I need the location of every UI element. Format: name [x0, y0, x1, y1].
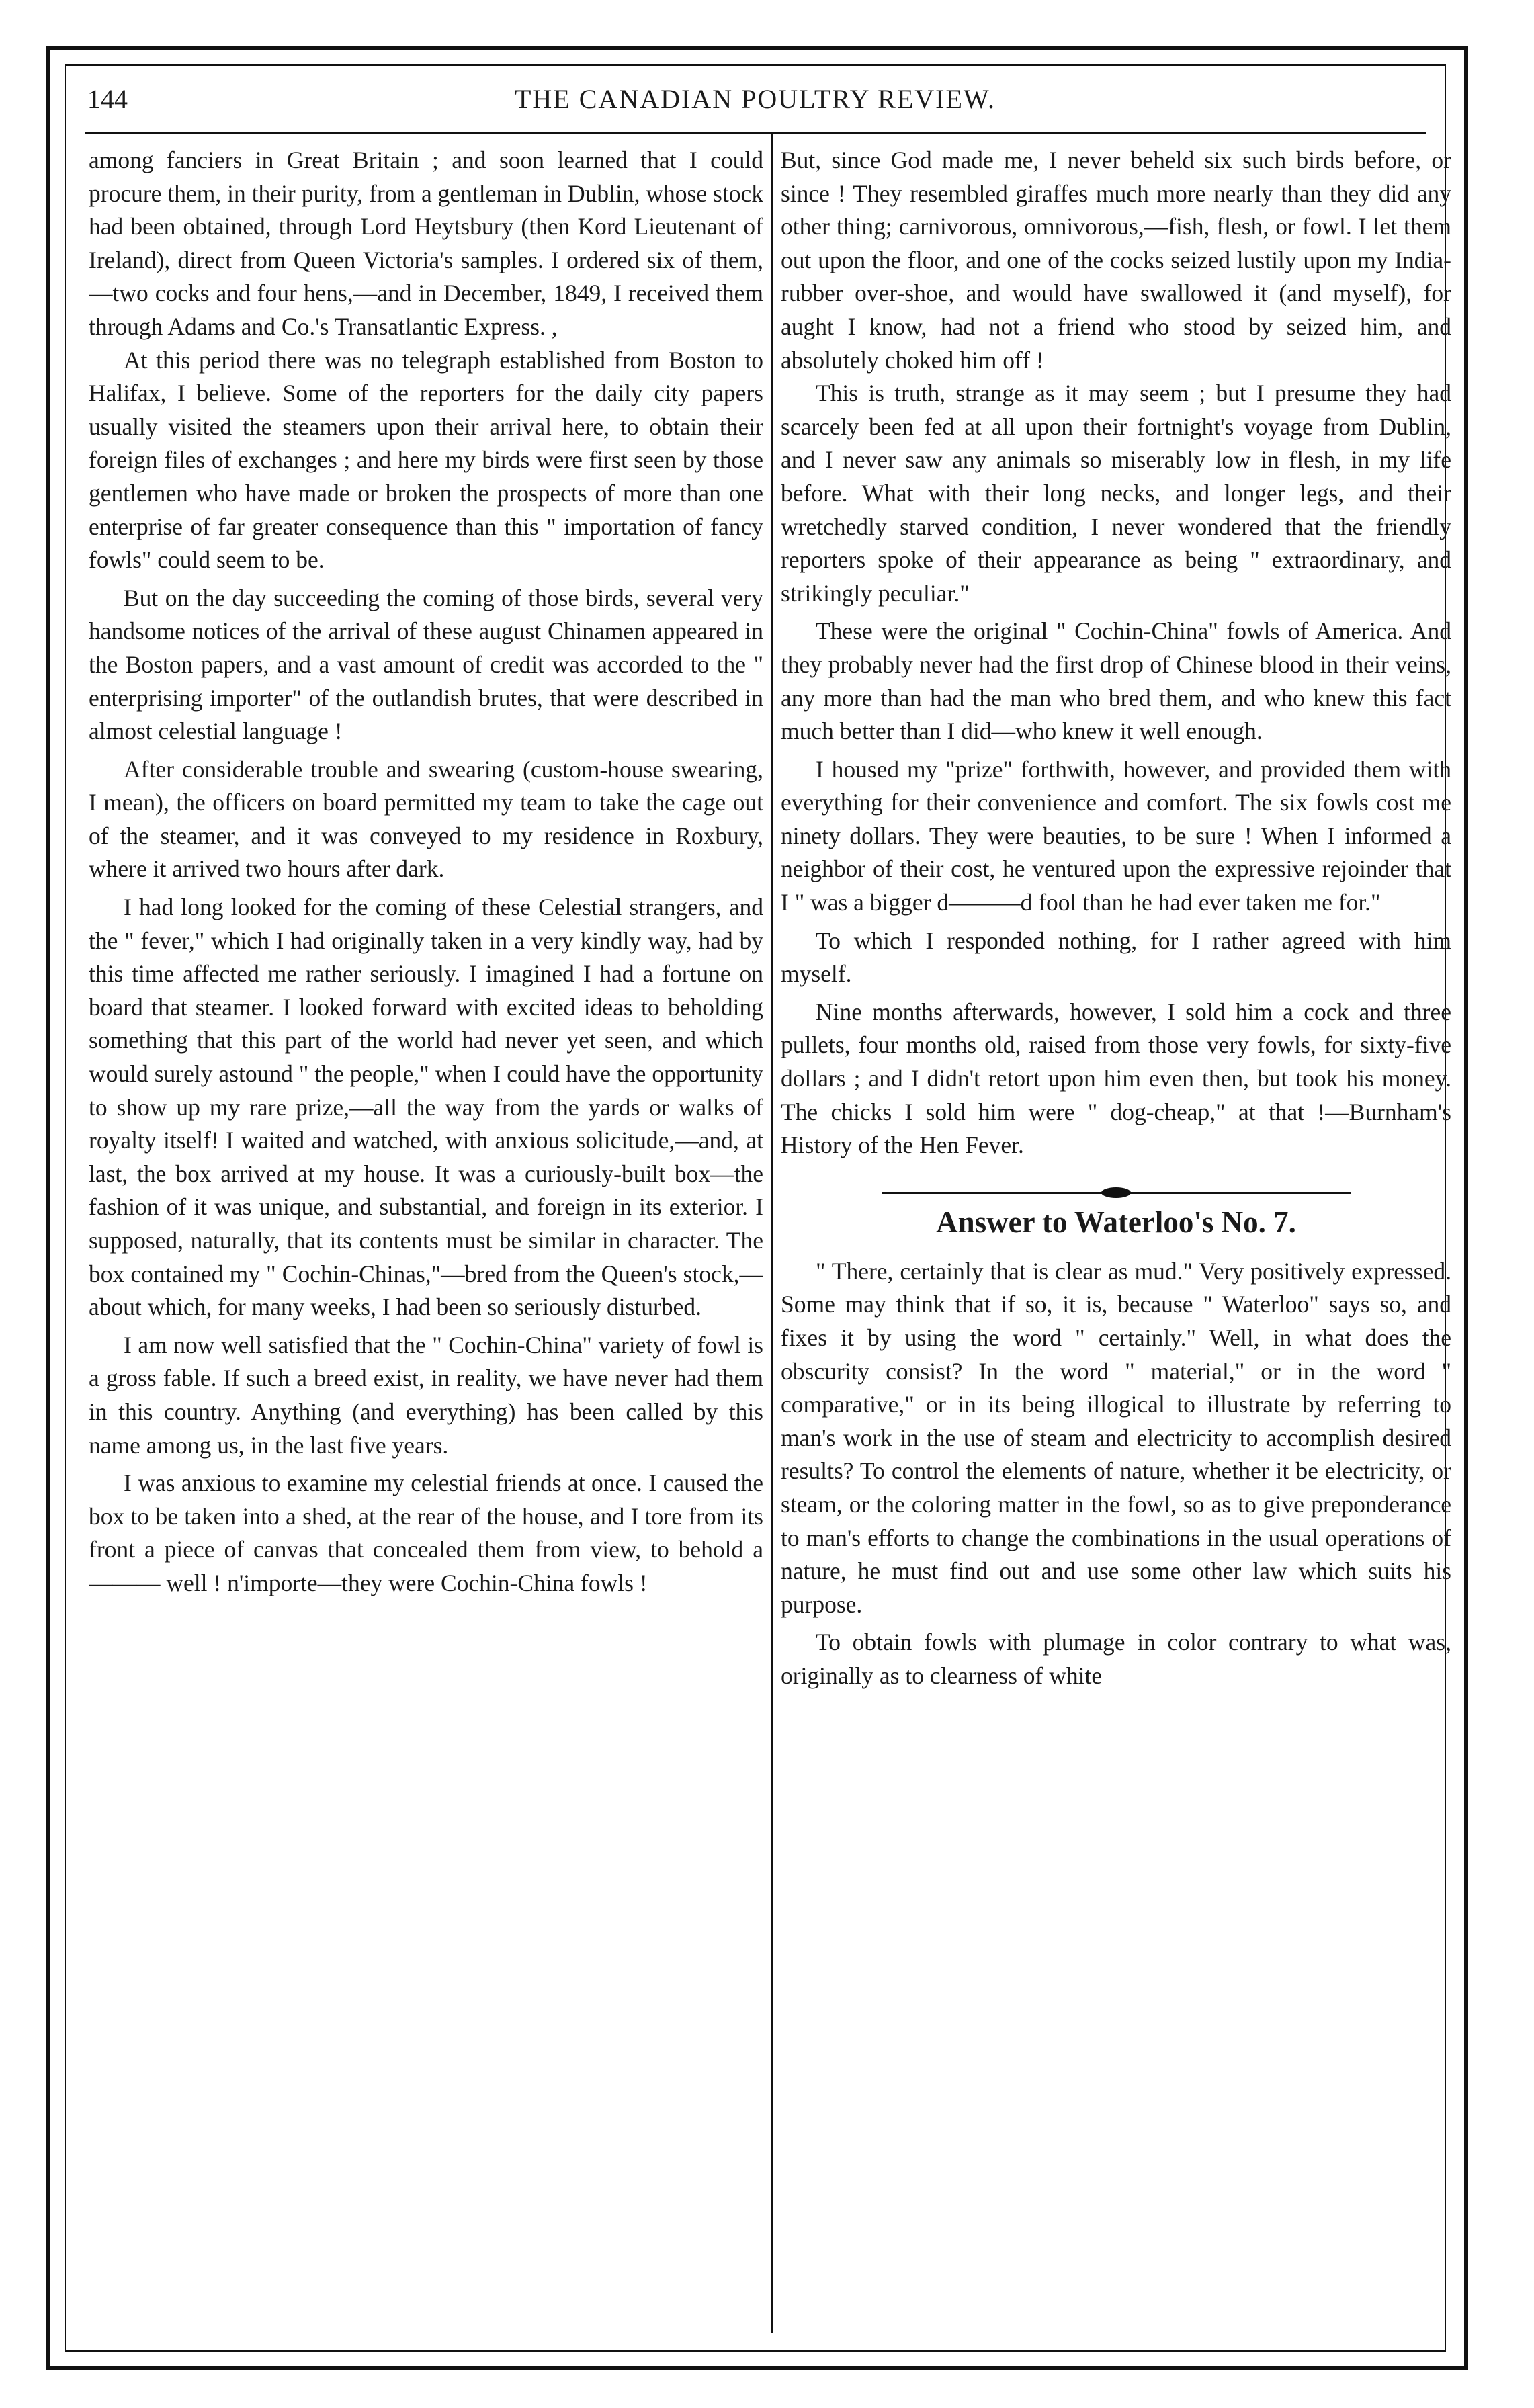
ornament-dot [1101, 1187, 1131, 1198]
paragraph: I was anxious to examine my celestial friends at once. I caused the box to be taken into a shed, at the rear of the house, and I tore from its front a piece of canvas that concealed them from view, to behold a ——— well ! n'importe—they were Cochin-China fowls ! [89, 1469, 763, 1596]
running-head [85, 81, 1426, 121]
paragraph: To obtain fowls with plumage in color contrary to what was, originally as to clearness of white [781, 1629, 1451, 1689]
paragraph: At this period there was no telegraph established from Boston to Halifax, I believe. Some of the reporters for the daily city papers usually visited the steamers upon their arrival here, to obtain their foreign files of exchanges ; and here my birds were first seen by those gentlemen who have made or broken the prospects of more than one enterprise of far greater consequence than this " importation of fancy fowls" could seem to be. [89, 346, 763, 574]
page-number: 144 [87, 84, 128, 114]
paragraph: among fanciers in Great Britain ; and soon learned that I could procure them, in their purity, from a gentleman in Dublin, whose stock had been obtained, through Lord Heytsbury (then Kord Lieutenant of Ireland), direct from Queen Victoria's samples. I ordered six of them,—two cocks and four hens,—and in December, 1849, I received them through Adams and Co.'s Transatlantic Express. , [89, 146, 763, 340]
column-divider [771, 132, 773, 2333]
paragraph: I housed my "prize" forthwith, however, and provided them with everything for their convenience and comfort. The six fowls cost me ninety dollars. They were beauties, to be sure ! When I informed a neighbor of their cost, he ventured upon the expressive rejoinder that I " was a bigger d———d fool than he had ever taken me for." [781, 755, 1451, 916]
paragraph: Nine months afterwards, however, I sold him a cock and three pullets, four months old, raised from those very fowls, for sixty-five dollars ; and I didn't retort upon him even then, but took his money. The chicks I sold him were " dog-cheap," at that !—Burnham's History of the Hen Fever. [781, 998, 1451, 1159]
paragraph: I had long looked for the coming of these Celestial strangers, and the " fever," which I had originally taken in a very kindly way, had by this time affected me rather seriously. I imagined I had a fortune on board that steamer. I looked forward with excited ideas to beholding something that this part of the world had never yet seen, and which would surely astound " the people," when I could have the opportunity to show up my rare prize,—all the way from the yards or walks of royalty itself! I waited and watched, with anxious solicitude,—and, at last, the box arrived at my house. It was a curiously-built box—the fashion of it was unique, and substantial, and foreign in its exterior. I supposed, naturally, that its contents must be similar in character. The box contained my " Cochin-Chinas,"—bred from the Queen's stock,—about which, for many weeks, I had been so seriously disturbed. [89, 894, 763, 1321]
paragraph: This is truth, strange as it may seem ; but I presume they had scarcely been fed at all upon their fortnight's voyage from Dublin, and I never saw any animals so miserably low in flesh, in my life before. What with their long necks, and longer legs, and their wretchedly starved condition, I never wondered that the friendly reporters spoke of their appearance as being " extraordinary, and strikingly peculiar." [781, 380, 1451, 607]
paragraph: These were the original " Cochin-China" fowls of America. And they probably never had the first drop of Chinese blood in their veins, any more than had the man who bred them, and who knew this fact much better than I did—who knew it well enough. [781, 617, 1451, 745]
header-rule [85, 132, 1426, 134]
journal-title: THE CANADIAN POULTRY REVIEW. [515, 84, 996, 114]
paragraph: But on the day succeeding the coming of those birds, several very handsome notices of the arrival of these august Chinamen appeared in the Boston papers, and a vast amount of credit was accorded to the " enterprising importer" of the outlandish brutes, that were described in almost celestial language ! [89, 584, 763, 745]
left-column [89, 144, 763, 2334]
section-ornament [781, 1187, 1451, 1199]
paragraph: To which I responded nothing, for I rather agreed with him myself. [781, 927, 1451, 988]
paragraph: After considerable trouble and swearing (custom-house swearing, I mean), the officers on board permitted my team to take the cage out of the steamer, and it was conveyed to my residence in Roxbury, where it arrived two hours after dark. [89, 755, 763, 883]
paragraph: I am now well satisfied that the " Cochin-China" variety of fowl is a gross fable. If such a breed exist, in reality, we have never had them in this country. Anything (and everything) has been called by this name among us, in the last five years. [89, 1331, 763, 1459]
right-column [781, 144, 1451, 2334]
paragraph: " There, certainly that is clear as mud." Very positively expressed. Some may think that if so, it is, because " Waterloo" says so, and fixes it by using the word " certainly." Well, in what does the obscurity consist? In the word " material," or in the word " comparative," or in its being illogical to illustrate by referring to man's work in the use of steam and electricity to accomplish desired results? To control the elements of nature, whether it be electricity, or steam, or the coloring matter in the fowl, so as to give preponderance to man's efforts to change the combinations in the usual operations of nature, he must find out and use some other law which suits his purpose. [781, 1257, 1451, 1618]
section-heading: Answer to Waterloo's No. 7. [936, 1205, 1296, 1239]
paragraph: But, since God made me, I never beheld six such birds before, or since ! They resembled giraffes much more nearly than they did any other thing; carnivorous, omnivorous,—fish, flesh, or fowl. I let them out upon the floor, and one of the cocks seized lustily upon my India-rubber over-shoe, and would have swallowed it (and myself), for aught I know, had not a friend who stood by seized him, and absolutely choked him off ! [781, 146, 1451, 374]
